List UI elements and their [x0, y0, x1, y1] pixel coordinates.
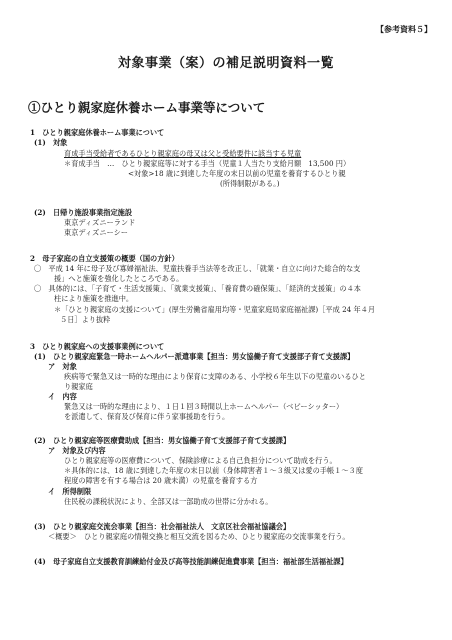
body-text: を派遣して、保育及び保育に伴う家事援助を行う。	[64, 412, 230, 421]
body-text: ＊「ひとり親家庭の支援について」(厚生労働省雇用均等・児童家庭局家庭福祉課)［平成 24 年４月	[54, 305, 376, 314]
item-a-heading: ア 対象及び内容	[48, 446, 106, 455]
body-text: 東京ディズニーランド	[64, 218, 136, 227]
body-text: <対象>18 歳に到達した年度の末日以前の児童を養育するひとり親	[128, 169, 346, 178]
reference-label: 【参考資料５】	[376, 24, 432, 34]
section-3-4-heading: (4) 母子家庭自立支援教育訓練給付金及び高等技能訓練促進費事業【担当：福祉部生活福祉課】	[34, 557, 348, 566]
section-1-1-heading: (1) 対象	[34, 138, 68, 147]
body-text: 〇 具体的には、「子育て・生活支援策」、「就業支援策」、「養育費の確保策」、「経済的支援策」の４本	[34, 284, 361, 293]
section-1-heading: 1 ひとり親家庭休養ホーム事業について	[30, 128, 165, 137]
body-text: ひとり親家庭等の医療費について、保険診療による自己負担分について助成を行う。	[64, 456, 337, 465]
body-text: ＜概要＞ ひとり親家庭の情報交換と相互交流を図るため、ひとり親家庭の交流事業を行う。	[48, 532, 350, 541]
section-3-2-heading: (2) ひとり親家庭等医療費助成【担当：男女協働子育て支援部子育て支援課】	[34, 436, 291, 445]
section-1-2-heading: (2) 日帰り施設事業指定施設	[34, 208, 133, 217]
body-text: 育成手当受給者であるひとり親家庭の母又は父と受給要件に該当する児童	[64, 149, 302, 158]
body-text: 程度の障害を有する場合は 20 歳未満）の児童を養育する方	[64, 476, 258, 485]
body-text: 疾病等で緊急又は一時的な理由により保育に支障のある、小学校６年生以下の児童のいるひと	[64, 372, 366, 381]
body-text: 柱により施策を推進中。	[54, 294, 134, 303]
section-3-heading: 3 ひとり親家庭への支援事業例について	[30, 342, 165, 351]
body-text: (所得制限がある。)	[220, 179, 280, 188]
body-text: ＊育成手当 … ひとり親家庭等に対する手当（児童１人当たり支給月額 13,500 円）	[64, 159, 351, 168]
section-3-3-heading: (3) ひとり親家庭交流会事業【担当：社会福祉法人 文京区社会福祉協議会】	[34, 522, 291, 531]
body-text: 東京ディズニーシー	[64, 228, 128, 237]
body-text: 緊急又は一時的な理由により、１日１回３時間以上ホームヘルパー（ベビーシッター）	[64, 402, 344, 411]
body-text: 〇 平成 14 年に母子及び寡婦福祉法、児童扶養手当法等を改正し、「就業・自立に向けた総合的な支	[34, 264, 361, 273]
body-text: ５日］より抜粋	[60, 315, 111, 324]
section-title: ①ひとり親家庭休養ホーム事業等について	[28, 100, 266, 115]
body-text: り親家庭	[64, 382, 93, 391]
body-text: ＊具体的には、18 歳に到達した年度の末日以前（身体障害者１～３級又は愛の手帳１～３度	[64, 466, 363, 475]
item-b-heading: イ 内容	[48, 392, 77, 401]
section-3-1-heading: (1) ひとり親家庭緊急一時ホームヘルパー派遣事業【担当：男女協働子育て支援部子育て支援課】	[34, 352, 355, 361]
body-text: 住民税の課税状況により、全部又は一部助成の世帯に分かれる。	[64, 497, 273, 506]
body-text: 援」へと施策を強化したところである。	[54, 274, 184, 283]
item-a-heading: ア 対象	[48, 362, 77, 371]
item-b-heading: イ 所得制限	[48, 487, 92, 496]
document-title: 対象事業（案）の補足説明資料一覧	[117, 56, 334, 71]
section-2-heading: 2 母子家庭の自立支援策の概要（国の方針）	[30, 254, 179, 263]
